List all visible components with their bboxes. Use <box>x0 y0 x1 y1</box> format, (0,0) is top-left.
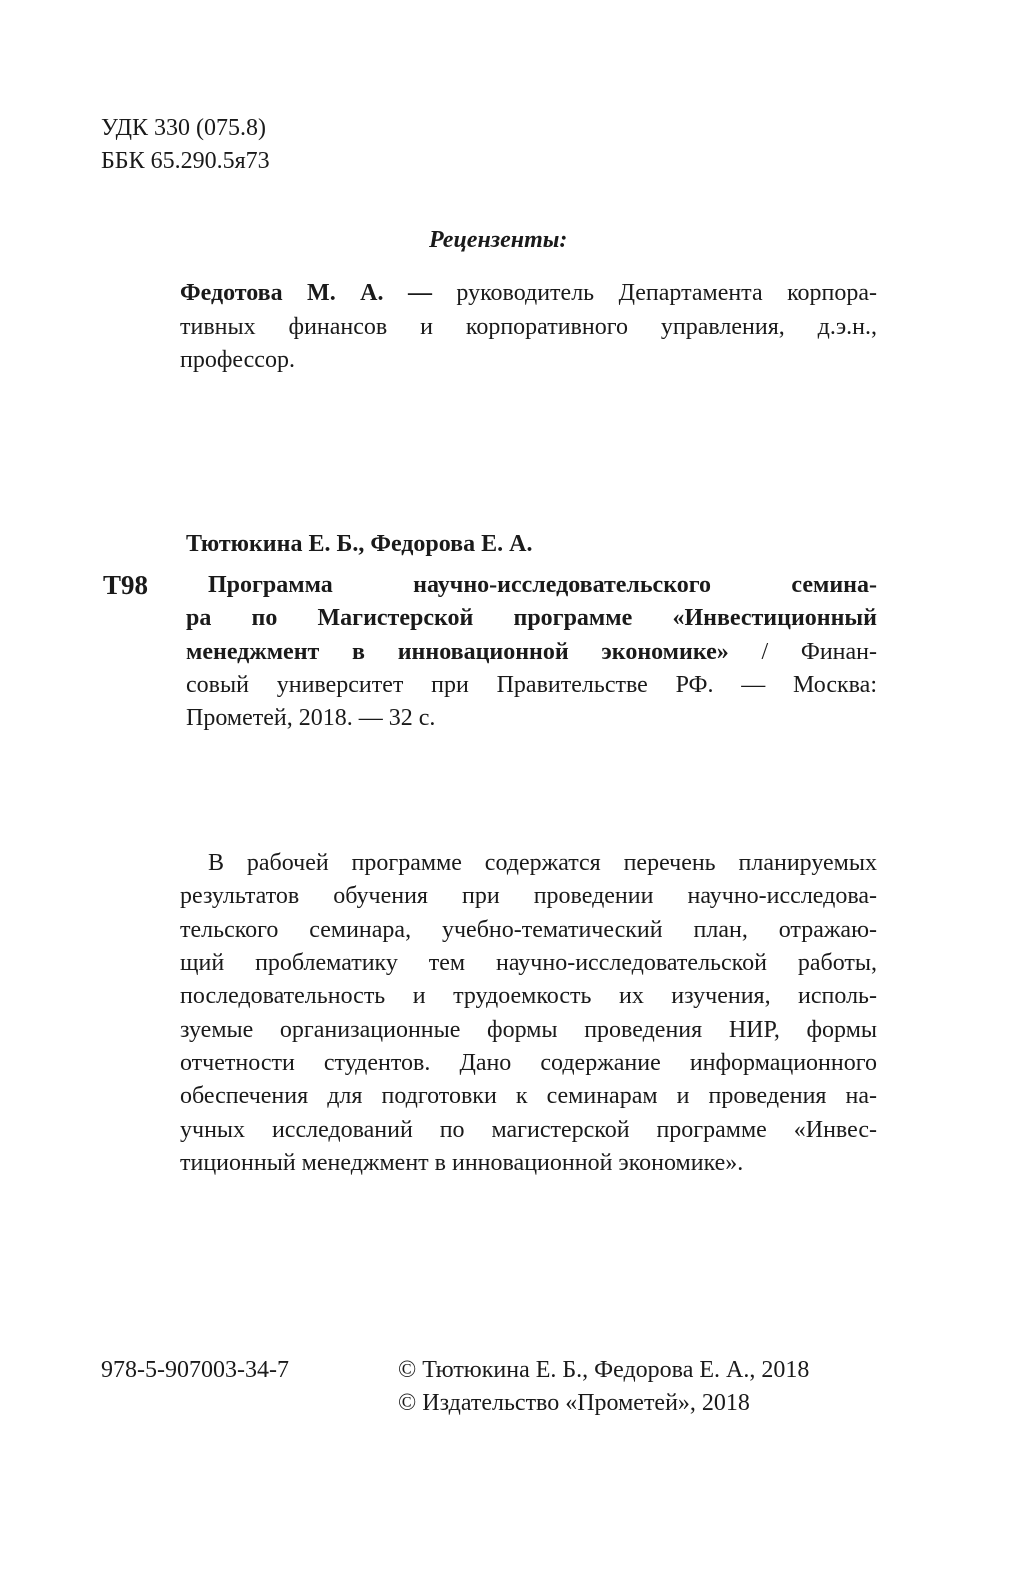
author-mark: Т98 <box>103 570 149 600</box>
publisher-info: совый университет при Правительстве РФ. — Москва: <box>186 672 877 698</box>
abstract-line: щий проблематику тем научно-исследовательской работы, <box>180 950 877 976</box>
reviewers-heading: Рецензенты: <box>429 227 568 253</box>
abstract-line: результатов обучения при проведении научно-исследова- <box>180 883 877 909</box>
book-title-line: Программа научно-исследовательского семина- <box>208 572 877 598</box>
abstract-line: тельского семинара, учебно-тематический план, отражаю- <box>180 917 877 943</box>
isbn: 978-5-907003-34-7 <box>101 1357 289 1383</box>
abstract-line: отчетности студентов. Дано содержание информационного <box>180 1050 877 1076</box>
abstract-line: тиционный менеджмент в инновационной экономике». <box>180 1150 744 1176</box>
reviewer-line <box>180 279 877 307</box>
publisher-info: / Финан- <box>728 639 877 665</box>
reviewer-line: тивных финансов и корпоративного управления, д.э.н., <box>180 314 877 340</box>
book-title-line: ра по Магистерской программе «Инвестиционный <box>186 605 877 631</box>
abstract-line: В рабочей программе содержатся перечень планируемых <box>208 850 877 876</box>
copyright-authors: © Тютюкина Е. Б., Федорова Е. А., 2018 <box>398 1357 810 1383</box>
abstract-line: учных исследований по магистерской программе «Инвес- <box>180 1117 877 1143</box>
bib-line <box>186 638 877 666</box>
book-title-line: менеджмент в инновационной экономике» <box>186 639 729 665</box>
publication-details: Прометей, 2018. — 32 с. <box>186 705 436 731</box>
reviewer-position: руководитель Департамента корпора- <box>431 280 877 306</box>
book-authors: Тютюкина Е. Б., Федорова Е. А. <box>186 531 533 557</box>
reviewer-name: Федотова М. А. — <box>180 280 432 306</box>
abstract-line: обеспечения для подготовки к семинарам и проведения на- <box>180 1083 877 1109</box>
abstract-line: зуемые организационные формы проведения НИР, формы <box>180 1017 877 1043</box>
copyright-publisher: © Издательство «Прометей», 2018 <box>398 1390 750 1416</box>
reviewer-line: профессор. <box>180 347 295 373</box>
udk-code: УДК 330 (075.8) <box>101 115 266 141</box>
abstract-line: последовательность и трудоемкость их изучения, исполь- <box>180 983 877 1009</box>
bbk-code: ББК 65.290.5я73 <box>101 148 270 174</box>
